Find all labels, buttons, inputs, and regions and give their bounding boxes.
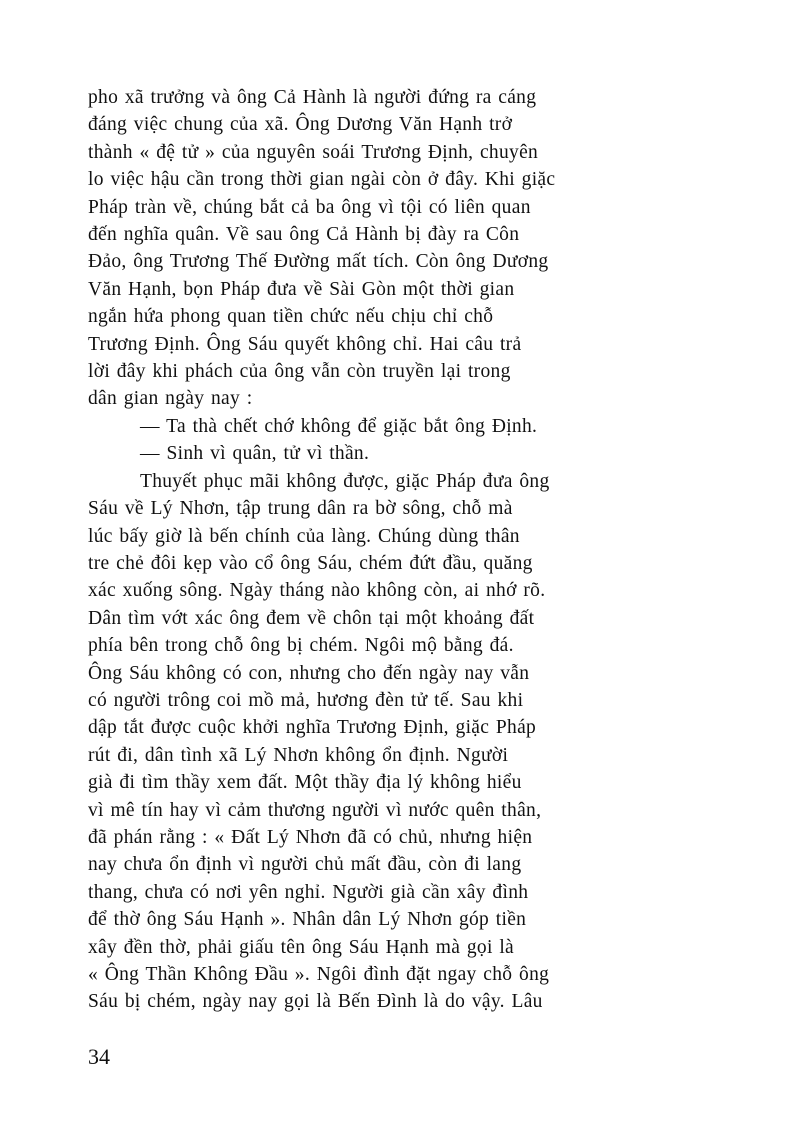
text-line: dập tắt được cuộc khởi nghĩa Trương Định, giặc Pháp: [88, 717, 537, 739]
text-line: Ông Sáu không có con, nhưng cho đến ngày nay vẫn: [88, 662, 530, 684]
text-line: Đảo, ông Trương Thế Đường mất tích. Còn ông Dương: [88, 251, 549, 273]
text-line: Thuyết phục mãi không được, giặc Pháp đưa ông: [140, 470, 550, 492]
text-line: thang, chưa có nơi yên nghỉ. Người già cần xây đình: [88, 881, 529, 903]
text-line: Pháp tràn về, chúng bắt cả ba ông vì tội có liên quan: [88, 196, 531, 218]
text-line: lúc bấy giờ là bến chính của làng. Chúng dùng thân: [88, 525, 520, 547]
page-number: 34: [88, 1044, 110, 1069]
text-line: ngắn hứa phong quan tiền chức nếu chịu chỉ chỗ: [88, 306, 494, 328]
text-line: thành « đệ tử » của nguyên soái Trương Định, chuyên: [88, 141, 539, 163]
text-line: rút đi, dân tình xã Lý Nhơn không ổn định. Người: [88, 744, 509, 766]
text-line: có người trông coi mồ mả, hương đèn tử tế. Sau khi: [88, 689, 524, 711]
text-line: Sáu về Lý Nhơn, tập trung dân ra bờ sông, chỗ mà: [88, 498, 513, 520]
text-line: đã phán rằng : « Đất Lý Nhơn đã có chủ, nhưng hiện: [88, 826, 533, 848]
text-line: xác xuống sông. Ngày tháng nào không còn, ai nhớ rõ.: [88, 580, 546, 602]
quote-line-2: — Sinh vì quân, tử vì thần.: [140, 443, 370, 465]
text-line: lo việc hậu cần trong thời gian ngài còn ở đây. Khi giặc: [88, 169, 556, 191]
text-line: tre chẻ đôi kẹp vào cổ ông Sáu, chém đứt đầu, quăng: [88, 552, 533, 574]
text-line: Sáu bị chém, ngày nay gọi là Bến Đình là do vậy. Lâu: [88, 991, 543, 1013]
page-body: [88, 84, 708, 1016]
text-line: nay chưa ổn định vì người chủ mất đầu, còn đi lang: [88, 854, 522, 876]
text-line: đến nghĩa quân. Về sau ông Cả Hành bị đày ra Côn: [88, 224, 520, 246]
text-line: đáng việc chung của xã. Ông Dương Văn Hạnh trở: [88, 114, 513, 136]
quote-block: [88, 413, 708, 468]
text-line: Dân tìm vớt xác ông đem về chôn tại một khoảng đất: [88, 607, 535, 629]
text-line: già đi tìm thầy xem đất. Một thầy địa lý không hiểu: [88, 772, 522, 794]
text-line: dân gian ngày nay :: [88, 388, 253, 410]
paragraph-2: [88, 468, 708, 1016]
text-line: xây đền thờ, phải giấu tên ông Sáu Hạnh mà gọi là: [88, 936, 515, 958]
text-line: Trương Định. Ông Sáu quyết không chỉ. Hai câu trả: [88, 333, 522, 355]
text-line: lời đây khi phách của ông vẫn còn truyền lại trong: [88, 361, 511, 383]
text-line: phía bên trong chỗ ông bị chém. Ngôi mộ bằng đá.: [88, 635, 514, 657]
paragraph-1: [88, 84, 708, 413]
text-line: vì mê tín hay vì cảm thương người vì nước quên thân,: [88, 799, 542, 821]
text-line: để thờ ông Sáu Hạnh ». Nhân dân Lý Nhơn góp tiền: [88, 909, 527, 931]
quote-line-1: — Ta thà chết chớ không để giặc bắt ông Định.: [140, 415, 538, 437]
text-line: pho xã trưởng và ông Cả Hành là người đứng ra cáng: [88, 87, 537, 108]
text-line: Văn Hạnh, bọn Pháp đưa về Sài Gòn một thời gian: [88, 278, 515, 300]
text-line: « Ông Thần Không Đầu ». Ngôi đình đặt ngay chỗ ông: [88, 964, 550, 985]
